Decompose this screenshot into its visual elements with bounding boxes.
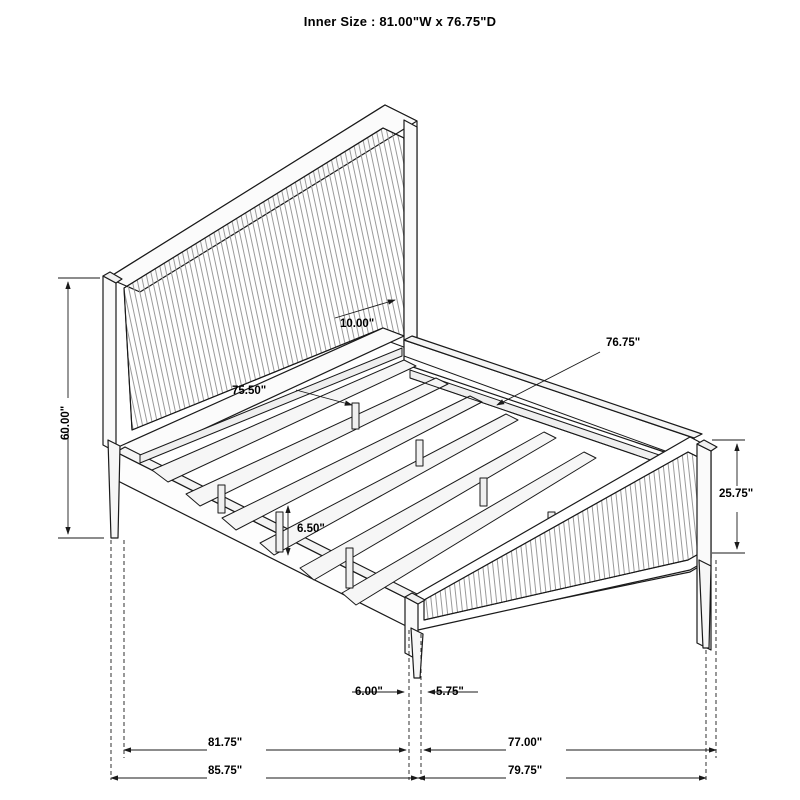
dim-label-clearance-front: 6.00": [355, 686, 383, 698]
dim-label-slat-height: 6.50": [297, 523, 325, 535]
dim-label-inner-length: 75.50": [232, 385, 267, 397]
dim-label-headboard-to-rail: 10.00": [340, 318, 375, 330]
dim-label-width-outer-left: 85.75": [208, 765, 243, 777]
dim-label-inner-depth: 76.75": [606, 337, 641, 349]
side-rail-far: [404, 336, 702, 462]
dim-label-height-overall: 60.00": [60, 405, 72, 440]
dim-label-footboard-height: 25.75": [719, 488, 754, 500]
dim-label-width-inner-left: 81.75": [208, 737, 243, 749]
page-title: Inner Size : 81.00"W x 76.75"D: [303, 14, 497, 29]
dim-label-leg-height: 5.75": [436, 686, 464, 698]
dim-label-width-inner-right: 77.00": [508, 737, 543, 749]
dim-label-width-outer-right: 79.75": [508, 765, 543, 777]
